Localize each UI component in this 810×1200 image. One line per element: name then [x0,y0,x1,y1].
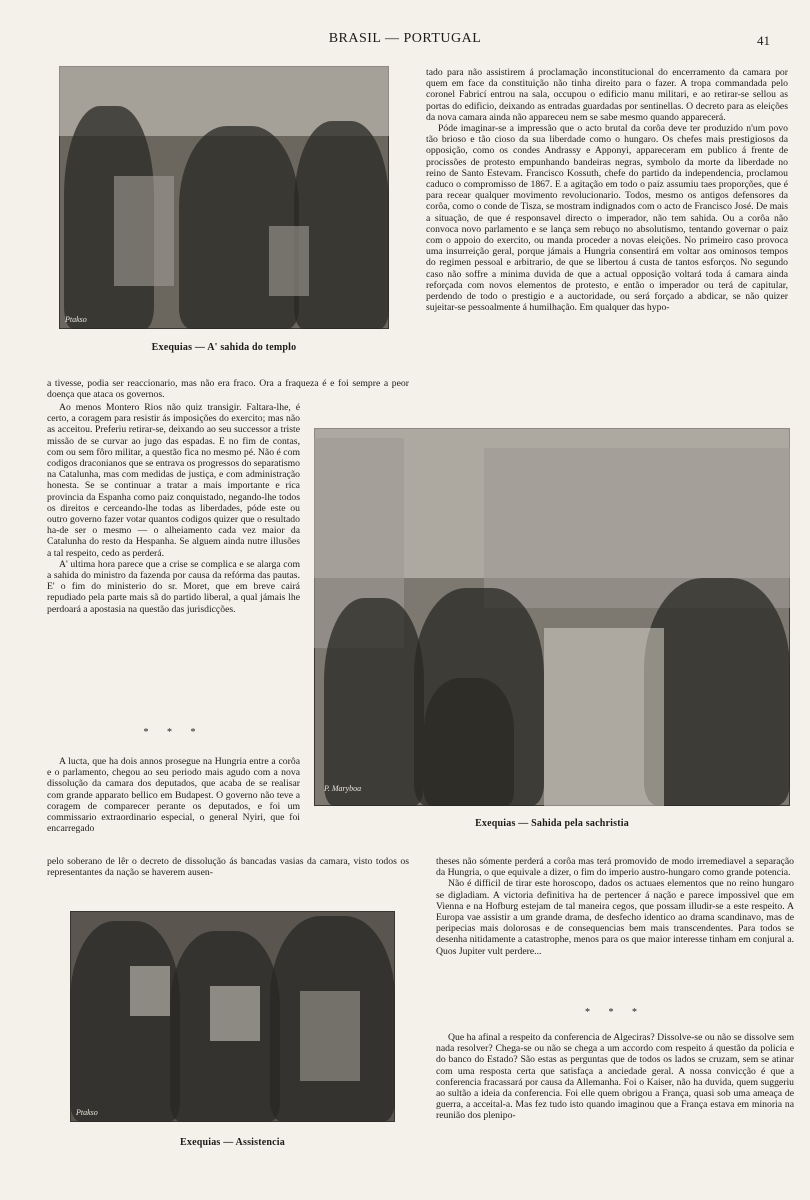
paragraph: Ao menos Montero Rios não quiz transigir. Faltara-lhe, é certo, a coragem para resistir ás imposições do exercito; mas não as acceitou. Preferiu retirar-se, deixando ao seu successor a triste missão de se curvar ao jugo das espadas. E no fim de contas, com ou sem fôro militar, a questão fica no mesmo pé. Não é com codigos draconianos que se entrava os progressos do separatismo na Catalunha, mas com medidas de justiça, e com administração honesta. Se se continuar a tratar a mais importante e rica provincia da Espanha como paiz conquistado, negando-lhe todos os direitos e cerceando-lhe todas as liberdades, póde este ou outro governo fazer votar quantos codigos quizer que o resultado ha-de ser o mesmo — o alheiamento cada vez maior da Catalunha do resto da Hespanha. Se alguem ainda nutre illusões a tal respeito, cedo as perderá. [47,402,300,559]
paragraph: Que ha afinal a respeito da conferencia de Algeciras? Dissolve-se ou não se dissolve sem nada resolver? Chega-se ou não se chega a um accordo com respeito á questão da policia e do banco do Estado? São estas as perguntas que de todos os lados se cruzam, sem se atinar com uma resposta certa que satisfaça a anciedade geral. A nossa convicção é que a conferencia fracassará por causa da Allemanha. Foi o Kaiser, não ha duvida, quem suggeriu ao sultão a ideia da conferencia. Foi elle quem obrigou a França, quasi sob uma ameaça de guerra, a acceital-a. Mas fez tudo isto quando imaginou que a França estava em minoria na reunião dos plenipo- [436,1032,794,1122]
right-column-bottom [436,856,794,957]
section-divider: * * * [585,1007,645,1018]
running-title: BRASIL — PORTUGAL [328,31,482,46]
photo-signature: P. Maryboa [324,784,362,793]
photo-signature: Ptakso [65,315,87,324]
paragraph: A' ultima hora parece que a crise se complica e se alarga com a sahida do ministro da fazenda por causa da refórma das pautas. E' o fim do ministerio do sr. Moret, que em breve cairá repudiado pela parte mais sã do partido liberal, a qual jámais lhe perdoará a apostasia na questão das jurisdicções. [47,558,300,615]
paragraph: A lucta, que ha dois annos prosegue na Hungria entre a corôa e o parlamento, chegou ao seu periodo mais agudo com a nova dissolução da camara dos deputados, que acaba de se realisar com grande apparato bellico em Budapest. O governo não teve a coragem de comparecer perante os deputados, e foi um commissario extraordinario especial, o general Nyiri, que foi encarregado [47,756,300,835]
right-column-algeciras [436,1032,794,1122]
paragraph: pelo soberano de lêr o decreto de dissolução ás bancadas vasias da camara, visto todos os representantes da nação se haverem ausen- [47,856,409,879]
paragraph: tado para não assistirem á proclamação inconstitucional do encerramento da camara por quem em face da constituição não tinha direito para o fazer. A tropa commandada pelo coronel Fabricí entrou na sala, occupou o edificio manu militari, e ao retirar-se sellou as portas do edificio, deixando as entradas guardadas por sentinellas. O decreto para as eleições da nova camara ainda não appareceu nem se sabe mesmo quando apparecerá. [426,67,788,123]
photo-assistencia [70,911,395,1122]
left-column-narrow [47,402,300,615]
paragraph: Não é difficil de tirar este horoscopo, dados os actuaes elementos que no reino hungaro se digladiam. A victoria definitiva ha de pertencer á nação e parece impossivel que em Vienna e na Hofburg estejam de tal maneira cegos, que possam illudir-se a este respeito. A Europa vae assistir a um grande drama, de desfecho identico ao drama scandinavo, mas de peripecias mais dolorosas e de consequencias bem mais transcendentes. Para todos se desenha nitidamente a catastrophe, menos para os que maior interesse tinham em conjural a. Quos Jupiter vult perdere... [436,878,794,957]
photo-sachristia [314,428,790,806]
right-column-top [426,67,788,313]
caption-sachristia: Exequias — Sahida pela sachristia [475,818,629,829]
left-wide-text [47,378,409,400]
page-number: 41 [757,33,770,48]
section-divider: * * * [143,727,204,738]
caption-templo: Exequias — A' sahida do templo [151,342,297,353]
left-column-hungria [47,756,300,834]
photo-signature: Ptakso [76,1108,98,1117]
paragraph: Póde imaginar-se a impressão que o acto brutal da corôa deve ter produzido n'um povo tão brioso e tão cioso da sua liberdade como o hungaro. Os chefes mais prestigiosos da opposição, como os condes Andrassy e Apponyi, appareceram em publico á frente de procissões de protesto empunhando bandeiras negras, symbolo da morte da liberdade no reino de Santo Estevam. Francisco Kossuth, chefe do partido da independencia, proclamou caduco o compromisso de 1867. E a agitação em todo o paiz assumiu taes proporções, que é para recear qualquer movimento revolucionario. Todos, mesmo os antigos defensores da corôa, como o conde de Tisza, se mostram indignados com o acto de Francisco José. De mais a situação, de que é responsavel directo o imperador, não tem sahida. Ou a corôa não convoca novo parlamento e se lança sem rebuço no absolutismo, tentando governar o paiz com o appoio do exercito, ou manda proceder a novas eleições. No primeiro caso provoca uma insurreição geral, porque jámais a Hungria consentirá em voltar aos ominosos tempos do regimen pessoal e arbitrario, de que se libertou á custa de tantos esforços. No segundo caso não soffre a minima duvida de que a actual opposição voltará toda á camara ainda reforçada com novos elementos de protesto, e então o imperador ou terá de capitular, perdendo de todo o prestigio e a auctoridade, ou será forçado a abdicar, se não quizer sujeitar-se pessoalmente á humilhação. Em qualquer das hypo- [426,123,788,314]
left-wide-text-bottom [47,856,409,878]
paragraph: a tivesse, podia ser reaccionario, mas não era fraco. Ora a fraqueza é e foi sempre a peor doença que ataca os governos. [47,378,409,401]
photo-templo [59,66,389,329]
caption-assistencia: Exequias — Assistencia [180,1137,285,1148]
paragraph: theses não sómente perderá a corôa mas terá promovido de modo irremediavel a separação da Hungria, o que equivale a dizer, o fim do imperio austro-hungaro como grande potencia. [436,856,794,879]
